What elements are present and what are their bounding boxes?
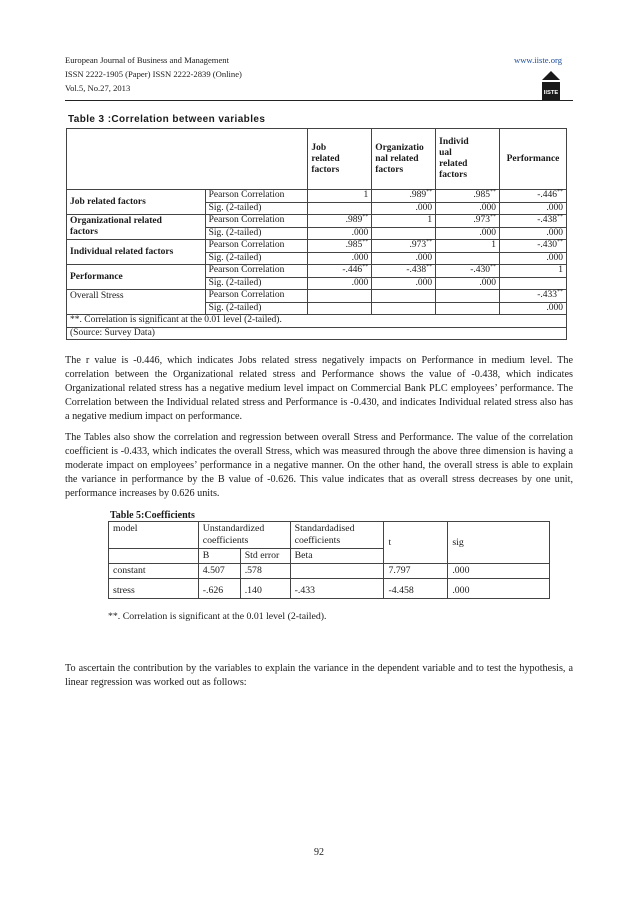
table3-caption: Table 3 :Correlation between variables [68, 114, 266, 125]
cell [290, 564, 384, 579]
stat-label: Pearson Correlation [205, 265, 308, 278]
paragraph-hypothesis: To ascertain the contribution by the variables to explain the variance in the dependent variable and to test the hypothesis, a linear regression was worked out as follows: [65, 663, 573, 688]
cell: -4.458 [384, 579, 448, 599]
volume: Vol.5, No.27, 2013 [65, 83, 131, 93]
table-header-row [109, 522, 550, 549]
iiste-logo-text: IISTE [543, 90, 559, 96]
stat-label: Sig. (2-tailed) [205, 277, 308, 290]
cell: .989** [372, 190, 436, 203]
cell: -.446** [500, 190, 567, 203]
cell: -.430** [500, 240, 567, 253]
cell: -.438** [372, 265, 436, 278]
stat-label: Pearson Correlation [205, 190, 308, 203]
col-header-beta: Beta [290, 549, 384, 564]
table5-note: **. Correlation is significant at the 0.01 level (2-tailed). [108, 611, 327, 622]
table3-note: **. Correlation is significant at the 0.01 level (2-tailed). [67, 315, 567, 328]
col-header-standardised: Standardadised coefficients [290, 522, 384, 549]
cell [372, 227, 436, 240]
table-note-row [67, 315, 567, 328]
cell: stress [109, 579, 199, 599]
cell: .000 [372, 202, 436, 215]
table-row [109, 579, 550, 599]
cell [436, 252, 500, 265]
cell: .000 [500, 302, 567, 315]
cell: .000 [448, 579, 550, 599]
cell: .000 [500, 227, 567, 240]
cell: 1 [500, 265, 567, 278]
coefficients-table [108, 521, 550, 599]
cell: .000 [436, 202, 500, 215]
stat-label: Pearson Correlation [205, 290, 308, 303]
stat-label: Pearson Correlation [205, 215, 308, 228]
cell: -.430** [436, 265, 500, 278]
cell: .000 [448, 564, 550, 579]
table3-source: (Source: Survey Data) [67, 327, 567, 340]
table-row [67, 290, 567, 303]
table-row [67, 265, 567, 278]
cell: 1 [308, 190, 372, 203]
cell: .140 [240, 579, 290, 599]
col-header-model: model [109, 522, 199, 549]
row-label-overall-stress: Overall Stress [67, 290, 206, 303]
row-label-job: Job related factors [67, 190, 206, 215]
col-header-unstandardized: Unstandardized coefficients [198, 522, 290, 549]
cell: .000 [308, 252, 372, 265]
cell: -.433 [290, 579, 384, 599]
stat-label: Pearson Correlation [205, 240, 308, 253]
table-row [67, 302, 567, 315]
cell: .000 [308, 277, 372, 290]
cell [372, 302, 436, 315]
col-header-std-error: Std error [240, 549, 290, 564]
paragraph-correlation: The r value is -0.446, which indicates Jobs related stress negatively impacts on Performance in medium level. The correlation between the Organizational related stress and Performance shows the value of -0.438, which indicates Organizational related stress has a negative medium level impact on Commercial Bank PLC employees’ performance. The Correlation between the Individual related stress and Performance is -0.430, and indicates Individual related stress also has a negative medium impact on performance. [65, 355, 573, 422]
cell: .000 [372, 252, 436, 265]
col-header-individual: Individ ual related factors [436, 129, 500, 190]
cell [436, 290, 500, 303]
issn: ISSN 2222-1905 (Paper) ISSN 2222-2839 (Online) [65, 69, 242, 79]
cell [436, 302, 500, 315]
cell [372, 290, 436, 303]
cell: -.626 [198, 579, 240, 599]
cell: .578 [240, 564, 290, 579]
row-label-performance: Performance [67, 265, 206, 290]
cell: 7.797 [384, 564, 448, 579]
cell: -.438** [500, 215, 567, 228]
cell [308, 202, 372, 215]
cell: .000 [500, 252, 567, 265]
table-source-row [67, 327, 567, 340]
paragraph-regression: The Tables also show the correlation and regression between overall Stress and Performance. The value of the correlation coefficient is -0.433, which indicates the overall Stress, which was measured through the above three dimension is having a moderate impact on employees’ performance in a negative manner. On the other hand, the overall stress is able to explain the variance in performance by the B value of -0.626. This value indicates that as overall stress decreases by one unit, performance increases by 0.626 units. [65, 432, 573, 499]
table-row [109, 564, 550, 579]
stat-label: Sig. (2-tailed) [205, 227, 308, 240]
header-rule [65, 100, 573, 101]
journal-name: European Journal of Business and Management [65, 55, 229, 65]
cell: .000 [500, 202, 567, 215]
journal-url[interactable]: www.iiste.org [514, 55, 562, 65]
cell: 4.507 [198, 564, 240, 579]
col-header-performance: Performance [500, 129, 567, 190]
row-label-individual: Individual related factors [67, 240, 206, 265]
correlation-table [66, 128, 567, 340]
cell: .973** [372, 240, 436, 253]
cell: .985** [308, 240, 372, 253]
cell: 1 [436, 240, 500, 253]
table-row [67, 240, 567, 253]
cell: constant [109, 564, 199, 579]
cell: .000 [308, 227, 372, 240]
stat-label: Sig. (2-tailed) [205, 252, 308, 265]
iiste-logo [540, 70, 562, 102]
stat-label: Sig. (2-tailed) [205, 202, 308, 215]
cell: .000 [436, 227, 500, 240]
col-header-t: t [384, 522, 448, 564]
table-row [67, 190, 567, 203]
col-header-b: B [198, 549, 240, 564]
cell [308, 290, 372, 303]
row-label-org: Organizational related factors [67, 215, 206, 240]
page-number: 92 [314, 847, 324, 858]
table5-caption: Table 5:Coefficients [110, 510, 195, 521]
table-row [67, 215, 567, 228]
cell [500, 277, 567, 290]
col-header-job: Job related factors [308, 129, 372, 190]
col-header-org: Organizatio nal related factors [372, 129, 436, 190]
cell: .973** [436, 215, 500, 228]
cell: .989** [308, 215, 372, 228]
cell [308, 302, 372, 315]
table-header-row [67, 129, 567, 190]
col-header-sig: sig [448, 522, 550, 564]
cell: .985** [436, 190, 500, 203]
cell: 1 [372, 215, 436, 228]
cell: -.433** [500, 290, 567, 303]
stat-label: Sig. (2-tailed) [205, 302, 308, 315]
cell: .000 [436, 277, 500, 290]
cell: .000 [372, 277, 436, 290]
cell: -.446** [308, 265, 372, 278]
